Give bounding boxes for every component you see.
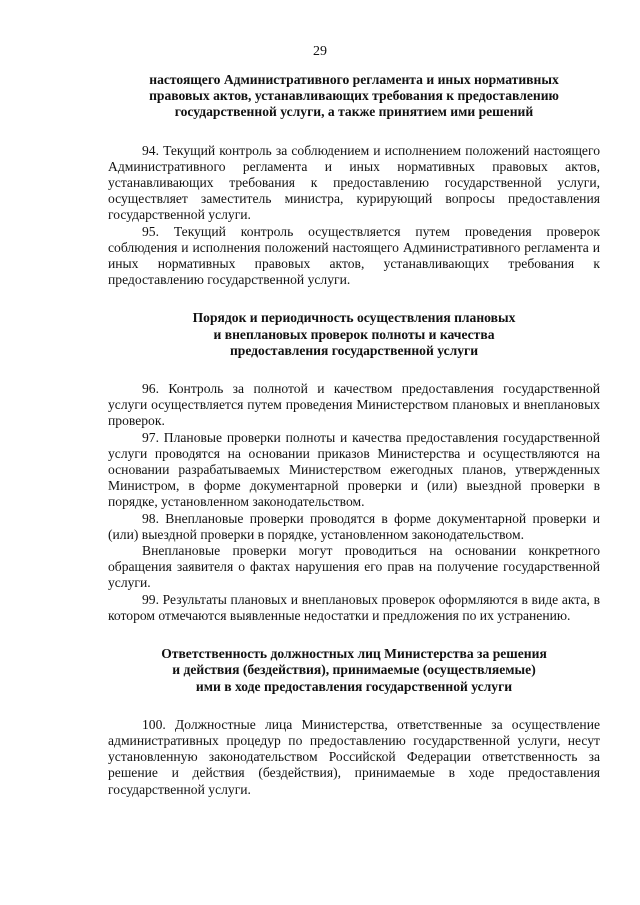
paragraph-97: 97. Плановые проверки полноты и качества предоставления государственной услуги проводятся на основании приказов Министерства и осуществляются на основании разрабатываемых Министерством ежегодных планов, утвержденных Министром, в форме документарной проверки и (или) выездной проверки в порядке, установленном законодательством. [108, 429, 600, 510]
paragraph-98: 98. Внеплановые проверки проводятся в форме документарной проверки и (или) выездной проверки в порядке, установленном законодательством. [108, 510, 600, 542]
document-body [108, 72, 600, 798]
section-heading-control-responsibility [108, 72, 600, 121]
paragraph-98-continued: Внеплановые проверки могут проводиться на основании конкретного обращения заявителя о фактах нарушения его прав на получение государственной услуги. [108, 543, 600, 591]
paragraph-96: 96. Контроль за полнотой и качеством предоставления государственной услуги осуществляется путем проведения Министерством плановых и внеплановых проверок. [108, 381, 600, 429]
heading-line: Ответственность должностных лиц Министерства за решения [161, 646, 547, 662]
heading-line: и действия (бездействия), принимаемые (осуществляемые) [172, 662, 536, 678]
paragraph-99: 99. Результаты плановых и внеплановых проверок оформляются в виде акта, в котором отмечаются выявленные недостатки и предложения по их устранению. [108, 591, 600, 623]
paragraph-94: 94. Текущий контроль за соблюдением и исполнением положений настоящего Административного регламента и иных нормативных правовых актов, устанавливающих требования к предоставлению государственной услуги, осуществляет заместитель министра, курирующий вопросы предоставления государственной услуги. [108, 142, 600, 223]
paragraph-95: 95. Текущий контроль осуществляется путем проведения проверок соблюдения и исполнения положений настоящего Административного регламента и иных нормативных правовых актов, устанавливающих требования к предоставлению государственной услуги. [108, 223, 600, 288]
heading-line: настоящего Административного регламента и иных нормативных [149, 72, 559, 87]
heading-line: Порядок и периодичность осуществления плановых [192, 310, 516, 326]
heading-line: и внеплановых проверок полноты и качества [213, 326, 495, 342]
heading-line: ими в ходе предоставления государственной услуги [195, 678, 513, 694]
paragraph-100: 100. Должностные лица Министерства, ответственные за осуществление административных процедур по предоставлению государственной услуги, несут установленную законодательством Российской Федерации ответственность за решение и действия (бездействия), принимаемые в ходе предоставления государственной услуги. [108, 716, 600, 797]
heading-line: предоставления государственной услуги [229, 342, 479, 358]
section-heading-officials-responsibility [108, 646, 600, 695]
section-heading-inspections [108, 310, 600, 359]
page-number: 29 [313, 44, 327, 59]
heading-line: правовых актов, устанавливающих требования к предоставлению [149, 88, 559, 104]
heading-line: государственной услуги, а также принятием ими решений [174, 104, 534, 120]
